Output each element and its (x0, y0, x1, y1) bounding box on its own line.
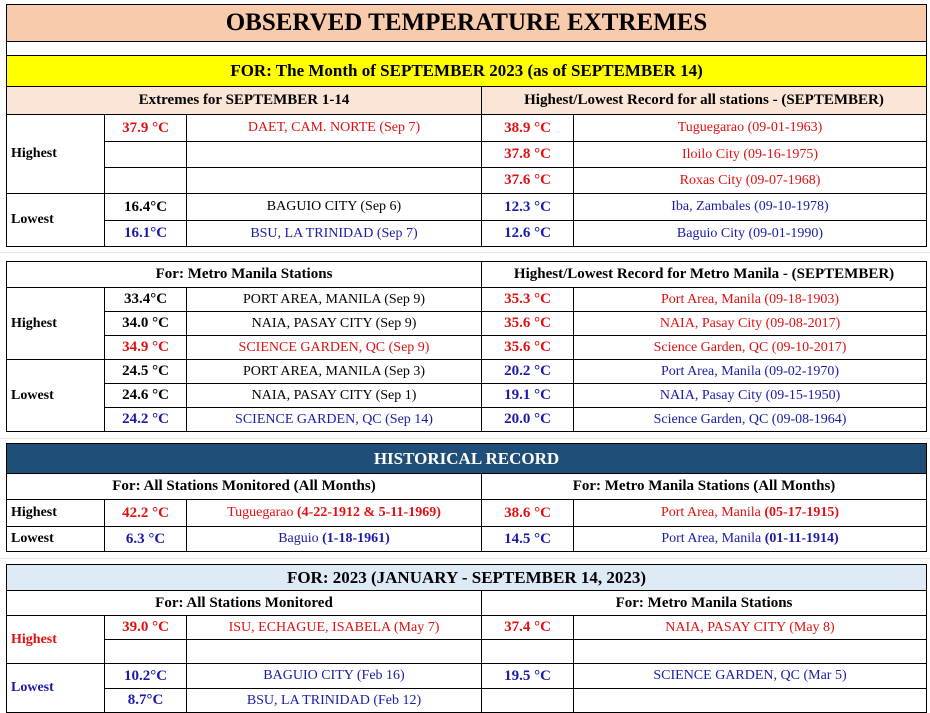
temp-cell: 8.7°C (105, 689, 187, 713)
record-station-cell: Port Area, Manila (09-18-1903) (574, 288, 927, 312)
table-row (7, 360, 927, 384)
record-temp-cell: 35.6 °C (482, 336, 574, 360)
station-cell (187, 142, 482, 168)
station-name: Port Area, Manila (660, 505, 765, 520)
station-cell: NAIA, PASAY CITY (Sep 1) (187, 384, 482, 408)
record-station-cell: Tuguegarao (09-01-1963) (574, 115, 927, 142)
table-row (7, 194, 927, 221)
record-station-cell (574, 500, 927, 527)
temp-cell: 6.3 °C (105, 527, 187, 552)
section2-right-header: Highest/Lowest Record for Metro Manila - (SEPTEMBER) (482, 262, 927, 288)
record-dates: (05-17-1915) (764, 505, 840, 520)
historical-right-header: For: Metro Manila Stations (All Months) (482, 474, 927, 500)
station-cell: SCIENCE GARDEN, QC (Sep 9) (187, 336, 482, 360)
table-row (7, 500, 927, 527)
spacer-row (7, 42, 927, 56)
station-cell: PORT AREA, MANILA (Sep 3) (187, 360, 482, 384)
lowest-label: Lowest (7, 664, 105, 713)
table-row (7, 142, 927, 168)
record-temp-cell: 35.3 °C (482, 288, 574, 312)
record-station-cell: Port Area, Manila (09-02-1970) (574, 360, 927, 384)
table-row (7, 640, 927, 664)
record-temp-cell: 14.5 °C (482, 527, 574, 552)
temp-cell: 33.4°C (105, 288, 187, 312)
table-row (7, 664, 927, 689)
record-station-cell (574, 527, 927, 552)
section1-right-header: Highest/Lowest Record for all stations - (SEPTEMBER) (482, 87, 927, 115)
record-dates: (01-11-1914) (764, 531, 839, 546)
highest-label: Highest (7, 500, 105, 527)
record-temp-cell: 38.6 °C (482, 500, 574, 527)
station-cell: BAGUIO CITY (Feb 16) (187, 664, 482, 689)
record-dates: (4-22-1912 & 5-11-1969) (297, 505, 441, 520)
record-station-cell: SCIENCE GARDEN, QC (Mar 5) (574, 664, 927, 689)
header-section (6, 4, 926, 87)
record-station-cell: Baguio City (09-01-1990) (574, 221, 927, 247)
record-temp-cell: 37.8 °C (482, 142, 574, 168)
table-row (7, 384, 927, 408)
record-temp-cell: 35.6 °C (482, 312, 574, 336)
year-right-header: For: Metro Manila Stations (482, 591, 927, 616)
record-temp-cell (482, 640, 574, 664)
temp-cell: 10.2°C (105, 664, 187, 689)
highest-label: Highest (7, 115, 105, 194)
temp-cell: 24.5 °C (105, 360, 187, 384)
temp-cell: 16.4°C (105, 194, 187, 221)
station-cell: ISU, ECHAGUE, ISABELA (May 7) (187, 616, 482, 640)
record-temp-cell: 20.0 °C (482, 408, 574, 432)
station-cell: BSU, LA TRINIDAD (Sep 7) (187, 221, 482, 247)
record-station-cell: Roxas City (09-07-1968) (574, 168, 927, 194)
table-row (7, 408, 927, 432)
lowest-label: Lowest (7, 360, 105, 432)
record-station-cell: Iba, Zambales (09-10-1978) (574, 194, 927, 221)
lowest-label: Lowest (7, 194, 105, 247)
station-cell (187, 527, 482, 552)
record-station-cell: Science Garden, QC (09-08-1964) (574, 408, 927, 432)
highest-label: Highest (7, 288, 105, 360)
record-temp-cell: 19.5 °C (482, 664, 574, 689)
section1-left-header: Extremes for SEPTEMBER 1-14 (7, 87, 482, 115)
historical-banner: HISTORICAL RECORD (7, 444, 927, 474)
page-title: OBSERVED TEMPERATURE EXTREMES (7, 5, 927, 42)
record-temp-cell: 38.9 °C (482, 115, 574, 142)
record-dates: (1-18-1961) (322, 531, 390, 546)
temp-cell: 37.9 °C (105, 115, 187, 142)
section-historical-record (6, 443, 926, 552)
station-cell (187, 168, 482, 194)
section2-left-header: For: Metro Manila Stations (7, 262, 482, 288)
temp-cell (105, 142, 187, 168)
station-cell: NAIA, PASAY CITY (Sep 9) (187, 312, 482, 336)
table-row (7, 221, 927, 247)
record-station-cell: Science Garden, QC (09-10-2017) (574, 336, 927, 360)
temp-cell: 39.0 °C (105, 616, 187, 640)
record-temp-cell: 19.1 °C (482, 384, 574, 408)
station-cell (187, 640, 482, 664)
record-station-cell: Iloilo City (09-16-1975) (574, 142, 927, 168)
temp-cell: 16.1°C (105, 221, 187, 247)
section-year-2023 (6, 564, 926, 713)
record-temp-cell: 12.3 °C (482, 194, 574, 221)
record-temp-cell: 37.6 °C (482, 168, 574, 194)
table-row (7, 115, 927, 142)
table-row (7, 616, 927, 640)
station-cell: PORT AREA, MANILA (Sep 9) (187, 288, 482, 312)
table-row (7, 168, 927, 194)
temp-cell (105, 640, 187, 664)
station-name: Tuguegarao (227, 505, 297, 520)
table-row (7, 288, 927, 312)
record-temp-cell: 12.6 °C (482, 221, 574, 247)
temp-cell (105, 168, 187, 194)
record-station-cell: NAIA, PASAY CITY (May 8) (574, 616, 927, 640)
temp-cell: 34.9 °C (105, 336, 187, 360)
station-cell: BSU, LA TRINIDAD (Feb 12) (187, 689, 482, 713)
record-station-cell: NAIA, Pasay City (09-08-2017) (574, 312, 927, 336)
year-left-header: For: All Stations Monitored (7, 591, 482, 616)
station-name: Port Area, Manila (661, 531, 765, 546)
section-all-stations-september (6, 86, 926, 247)
record-station-cell (574, 640, 927, 664)
month-banner: FOR: The Month of SEPTEMBER 2023 (as of SEPTEMBER 14) (7, 56, 927, 87)
year-banner: FOR: 2023 (JANUARY - SEPTEMBER 14, 2023) (7, 565, 927, 591)
lowest-label: Lowest (7, 527, 105, 552)
table-row (7, 312, 927, 336)
historical-left-header: For: All Stations Monitored (All Months) (7, 474, 482, 500)
station-name: Baguio (278, 531, 323, 546)
station-cell (187, 500, 482, 527)
record-station-cell: NAIA, Pasay City (09-15-1950) (574, 384, 927, 408)
table-row (7, 527, 927, 552)
temp-cell: 42.2 °C (105, 500, 187, 527)
temp-cell: 24.6 °C (105, 384, 187, 408)
station-cell: SCIENCE GARDEN, QC (Sep 14) (187, 408, 482, 432)
temp-cell: 34.0 °C (105, 312, 187, 336)
record-temp-cell: 37.4 °C (482, 616, 574, 640)
temp-cell: 24.2 °C (105, 408, 187, 432)
table-row (7, 336, 927, 360)
record-temp-cell: 20.2 °C (482, 360, 574, 384)
highest-label: Highest (7, 616, 105, 664)
station-cell: BAGUIO CITY (Sep 6) (187, 194, 482, 221)
section-metro-manila-september (6, 261, 926, 432)
station-cell: DAET, CAM. NORTE (Sep 7) (187, 115, 482, 142)
